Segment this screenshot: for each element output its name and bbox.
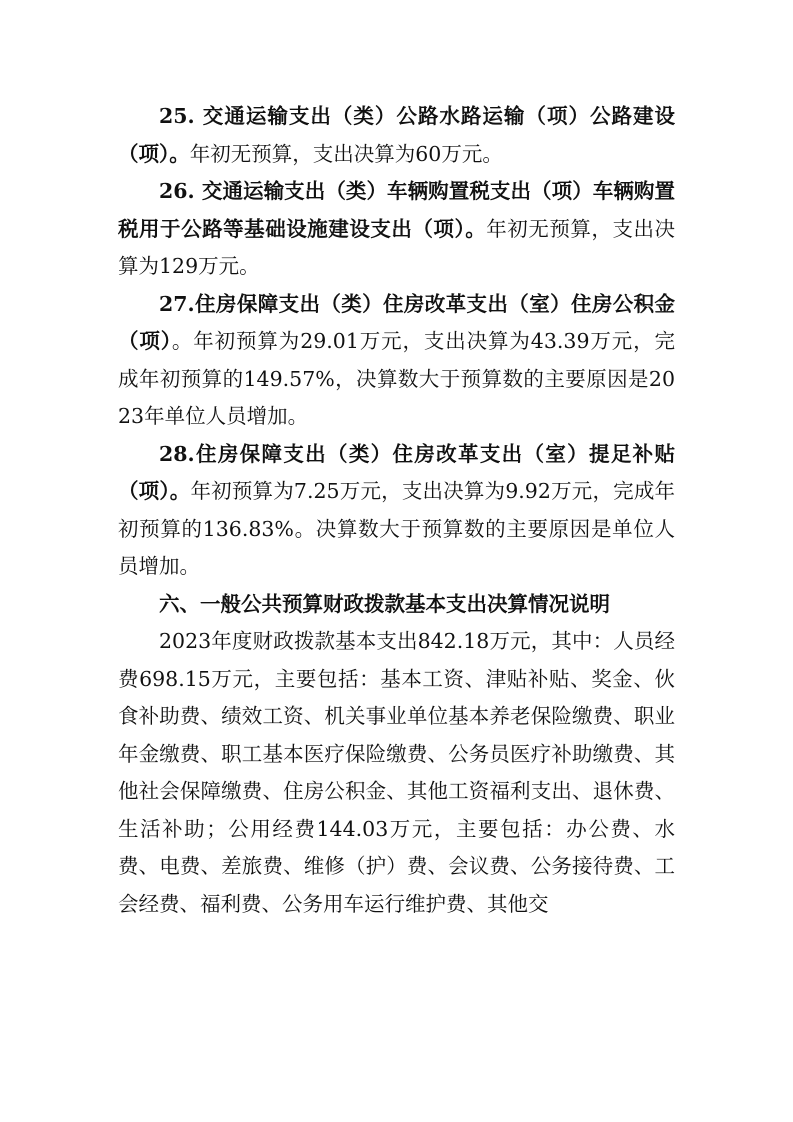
document-body <box>118 98 675 923</box>
paragraph-item-25 <box>118 98 675 173</box>
item-heading: 27.住房保障支出（类）住房改革支出（室）住房公积金（项） <box>118 291 675 353</box>
item-text: 年初无预算，支出决算为129万元。 <box>118 216 676 278</box>
summary-paragraph: 2023年度财政拨款基本支出842.18万元，其中：人员经费698.15万元，主要包括：基本工资、津贴补贴、奖金、伙食补助费、绩效工资、机关事业单位基本养老保险缴费、职业年金缴费、职工基本医疗保险缴费、公务员医疗补助缴费、其他社会保障缴费、住房公积金、其他工资福利支出、退休费、生活补助；公用经费144.03万元，主要包括：办公费、水费、电费、差旅费、维修（护）费、会议费、公务接待费、工会经费、福利费、公务用车运行维护费、其他交 <box>118 629 675 916</box>
item-text: 。年初预算为29.01万元，支出决算为43.39万元，完成年初预算的149.57%，决算数大于预算数的主要原因是2023年单位人员增加。 <box>118 329 676 428</box>
paragraph-item-26 <box>118 173 675 286</box>
item-text: 年初无预算，支出决算为60万元。 <box>189 141 503 166</box>
section-heading: 六、一般公共预算财政拨款基本支出决算情况说明 <box>159 591 610 616</box>
item-text: 年初预算为7.25万元，支出决算为9.92万元，完成年初预算的136.83%。决算数大于预算数的主要原因是单位人员增加。 <box>118 479 675 578</box>
item-heading: 28.住房保障支出（类）住房改革支出（室）提足补贴（项）。 <box>118 441 675 503</box>
item-heading: 26. 交通运输支出（类）车辆购置税支出（项）车辆购置税用于公路等基础设施建设支出（项）。 <box>118 179 675 241</box>
paragraph-item-28 <box>118 436 675 586</box>
item-heading: 25. 交通运输支出（类）公路水路运输（项）公路建设（项）。 <box>118 104 675 166</box>
paragraph-item-27 <box>118 286 675 436</box>
